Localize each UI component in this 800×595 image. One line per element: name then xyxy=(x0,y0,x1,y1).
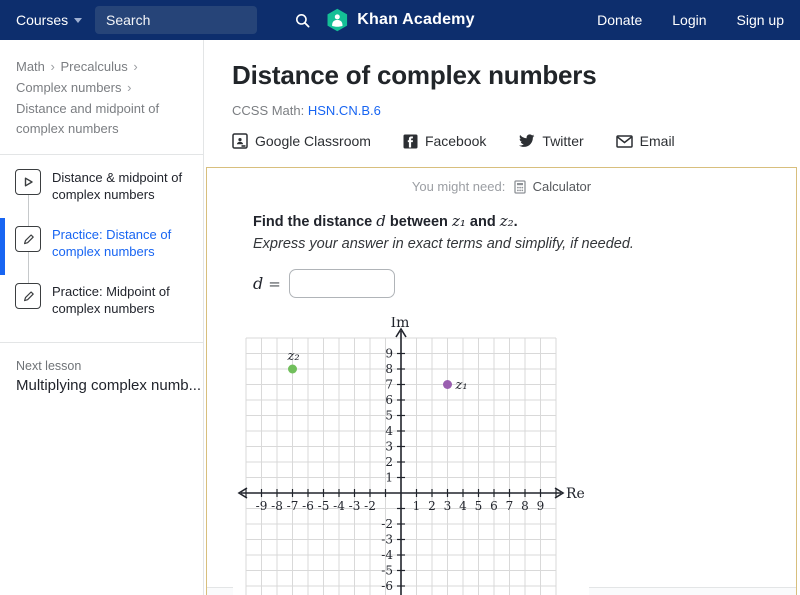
sidebar-item-label: Distance & midpoint of complex numbers xyxy=(52,170,183,203)
ccss-label: CCSS Math: xyxy=(232,103,305,118)
share-label: Email xyxy=(639,133,675,149)
google-classroom-icon xyxy=(232,133,248,149)
sidebar-item-label: Practice: Midpoint of complex numbers xyxy=(52,284,170,317)
question-instruction: Express your answer in exact terms and simplify, if needed. xyxy=(253,236,634,252)
sidebar-item-practice-distance[interactable] xyxy=(0,218,203,275)
x-tick-label: 6 xyxy=(490,499,498,513)
x-tick-label: -5 xyxy=(317,499,330,513)
x-tick-label: -3 xyxy=(348,499,361,513)
pencil-icon xyxy=(15,283,41,309)
search-icon[interactable] xyxy=(295,13,310,28)
answer-variable: d xyxy=(253,274,264,293)
google-classroom-share-button[interactable] xyxy=(232,133,371,149)
y-tick-label: 7 xyxy=(385,377,393,392)
x-tick-label: -4 xyxy=(333,499,345,513)
navbar-right xyxy=(597,0,784,40)
search-input[interactable] xyxy=(95,12,295,28)
share-row xyxy=(232,133,675,149)
complex-plane-graph xyxy=(233,317,589,595)
x-tick-label: -8 xyxy=(271,499,283,513)
exercise-card xyxy=(206,167,797,595)
x-tick-label: 1 xyxy=(412,499,421,513)
calculator-tool-link[interactable]: Calculator xyxy=(532,179,592,194)
x-tick-label: 5 xyxy=(474,499,483,513)
share-label: Twitter xyxy=(542,133,584,149)
twitter-icon xyxy=(518,134,535,149)
share-label: Google Classroom xyxy=(255,133,371,149)
share-label: Facebook xyxy=(424,133,487,149)
re-axis-label: Re xyxy=(566,486,585,502)
math-z2: z₂ xyxy=(499,212,514,230)
sidebar-item-practice-midpoint[interactable] xyxy=(0,275,203,332)
khan-academy-logo[interactable] xyxy=(325,8,474,32)
breadcrumb-complex-numbers[interactable]: Complex numbers xyxy=(16,79,122,95)
question-text: Find the distance d between z₁ and z₂. xyxy=(253,212,518,230)
x-tick-label: -6 xyxy=(302,499,314,513)
y-tick-label: -4 xyxy=(381,548,393,562)
y-tick-label: 9 xyxy=(385,346,393,361)
courses-menu-button[interactable] xyxy=(16,12,82,28)
sidebar-item-video-distance-midpoint[interactable] xyxy=(0,161,203,218)
x-tick-label: 8 xyxy=(521,499,529,513)
search-box[interactable] xyxy=(95,6,257,34)
twitter-share-button[interactable] xyxy=(518,133,583,149)
x-tick-label: 9 xyxy=(536,499,545,513)
y-tick-label: 1 xyxy=(385,470,393,485)
x-tick-label: 3 xyxy=(443,499,452,513)
breadcrumb-distance-midpoint[interactable]: Distance and midpoint of complex numbers xyxy=(16,100,160,137)
x-tick-label: 4 xyxy=(459,499,467,513)
calculator-icon xyxy=(514,180,526,194)
x-tick-label: -2 xyxy=(364,499,376,513)
main-content xyxy=(204,40,800,595)
y-tick-label: -5 xyxy=(381,563,393,578)
im-axis-label: Im xyxy=(390,317,410,331)
khan-academy-leaf-icon xyxy=(325,8,349,32)
y-tick-label: 2 xyxy=(385,455,393,469)
graph-point-z1 xyxy=(443,380,452,389)
y-tick-label: 3 xyxy=(385,439,393,454)
answer-equals: = xyxy=(268,274,281,293)
breadcrumb-separator: › xyxy=(133,59,138,74)
graph-point-label-z2: z₂ xyxy=(287,349,300,364)
breadcrumb-precalculus[interactable]: Precalculus xyxy=(60,59,128,74)
graph-background xyxy=(233,317,589,595)
courses-label: Courses xyxy=(16,12,69,28)
ccss-line xyxy=(232,103,381,118)
next-lesson-link[interactable]: Multiplying complex numb... xyxy=(16,377,202,395)
question-block xyxy=(253,212,634,252)
email-envelope-icon xyxy=(616,135,633,148)
top-navbar xyxy=(0,0,800,40)
breadcrumb-separator: › xyxy=(50,59,55,74)
x-tick-label: 7 xyxy=(505,499,514,513)
lesson-list xyxy=(0,155,203,343)
you-might-need-bar xyxy=(207,179,796,194)
next-lesson-label: Next lesson xyxy=(16,359,82,374)
facebook-share-button[interactable] xyxy=(403,133,486,149)
pencil-icon xyxy=(15,226,41,252)
ccss-standard-link[interactable]: HSN.CN.B.6 xyxy=(307,103,381,118)
y-tick-label: 8 xyxy=(385,362,393,376)
y-tick-label: 4 xyxy=(385,424,393,438)
graph-point-label-z1: z₁ xyxy=(455,378,468,393)
login-link[interactable]: Login xyxy=(672,12,707,28)
x-tick-label: -7 xyxy=(286,499,299,513)
y-tick-label: -3 xyxy=(381,532,393,547)
math-z1: z₁ xyxy=(451,212,466,230)
signup-link[interactable]: Sign up xyxy=(736,12,784,28)
sidebar-item-label: Practice: Distance of complex numbers xyxy=(52,227,172,260)
next-lesson-block xyxy=(0,343,203,410)
answer-input[interactable] xyxy=(289,269,395,298)
brand-name: Khan Academy xyxy=(357,11,475,28)
email-share-button[interactable] xyxy=(616,133,675,149)
facebook-icon xyxy=(403,134,418,149)
donate-link[interactable]: Donate xyxy=(597,12,643,28)
you-might-need-label: You might need: xyxy=(411,179,506,194)
x-tick-label: 2 xyxy=(428,499,436,513)
graph-point-z2 xyxy=(288,365,297,374)
breadcrumb-separator: › xyxy=(127,79,132,95)
y-tick-label: 5 xyxy=(385,408,393,423)
chevron-down-icon xyxy=(74,18,82,23)
math-d: d xyxy=(376,212,386,230)
breadcrumb xyxy=(0,40,203,155)
answer-row xyxy=(253,269,395,298)
y-tick-label: -2 xyxy=(381,517,393,531)
lesson-sidebar xyxy=(0,40,204,595)
y-tick-label: -6 xyxy=(381,579,393,593)
video-play-icon xyxy=(15,169,41,195)
page-title: Distance of complex numbers xyxy=(232,60,597,90)
x-tick-label: -9 xyxy=(255,499,268,513)
breadcrumb-math[interactable]: Math xyxy=(16,59,45,74)
y-tick-label: 6 xyxy=(385,393,393,407)
